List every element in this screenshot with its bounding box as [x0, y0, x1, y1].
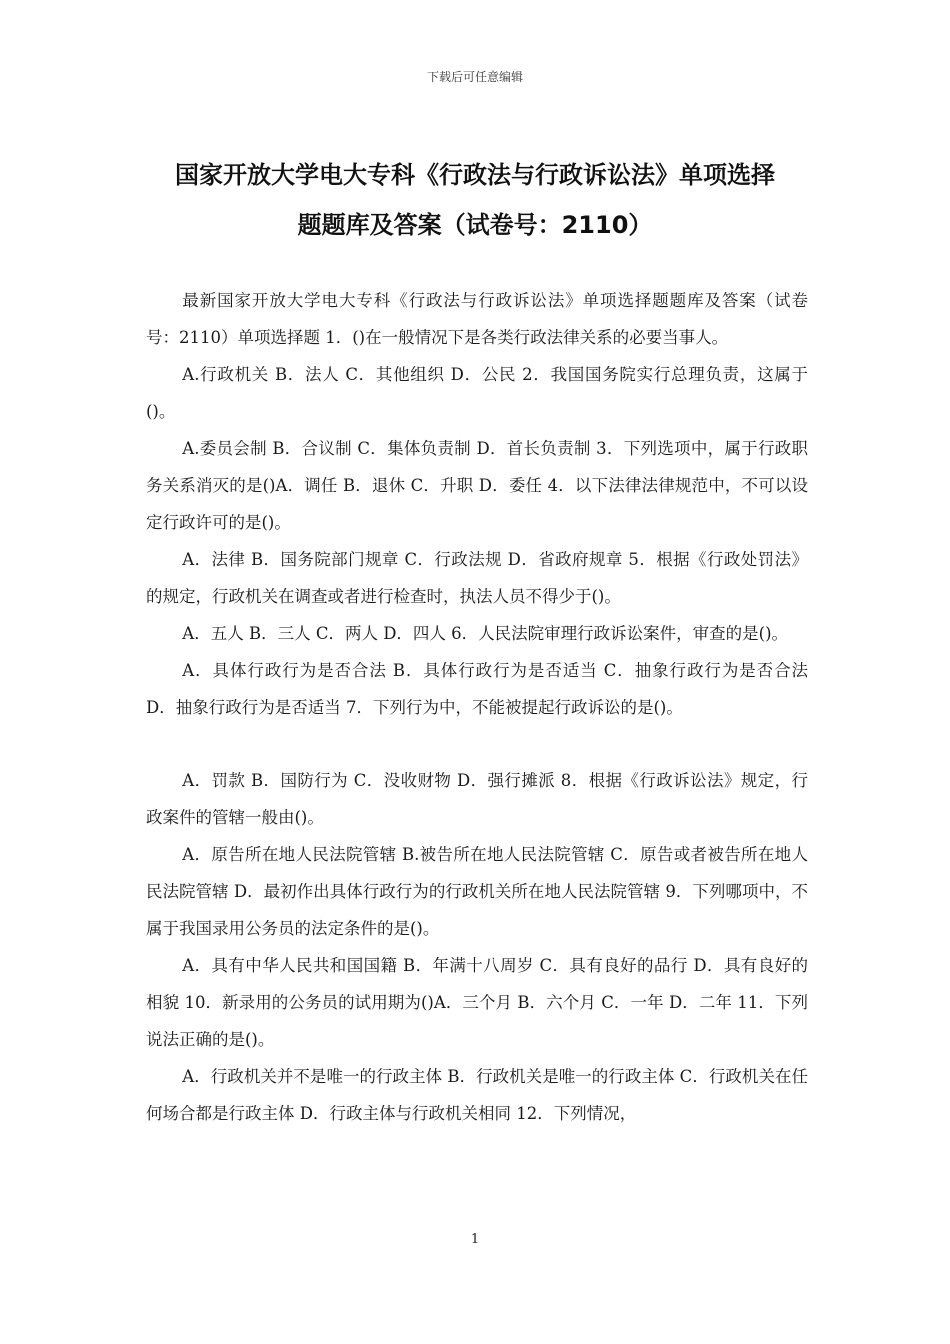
document-body [146, 282, 808, 1132]
title-line-1: 国家开放大学电大专科《行政法与行政诉讼法》单项选择 [175, 161, 775, 189]
paragraph: A．具有中华人民共和国国籍 B．年满十八周岁 C．具有良好的品行 D．具有良好的相貌 10．新录用的公务员的试用期为()A．三个月 B．六个月 C．一年 D．二年 11．下列说法正确的是()。 [146, 956, 808, 1049]
paragraph: A．具体行政行为是否合法 B．具体行政行为是否适当 C．抽象行政行为是否合法 D．抽象行政行为是否适当 7．下列行为中，不能被提起行政诉讼的是()。 [146, 661, 808, 717]
paragraph: A．行政机关并不是唯一的行政主体 B．行政机关是唯一的行政主体 C．行政机关在任何场合都是行政主体 D．行政主体与行政机关相同 12．下列情况， [146, 1067, 808, 1123]
page-header: 下载后可任意编辑 [426, 70, 523, 84]
paragraph: 最新国家开放大学电大专科《行政法与行政诉讼法》单项选择题题库及答案（试卷号：2110）单项选择题 1．()在一般情况下是各类行政法律关系的必要当事人。 [146, 291, 808, 347]
page-number: 1 [470, 1232, 480, 1247]
paragraph: A．原告所在地人民法院管辖 B.被告所在地人民法院管辖 C．原告或者被告所在地人民法院管辖 D．最初作出具体行政行为的行政机关所在地人民法院管辖 9．下列哪项中，不属于我国录用公务员的法定条件的是()。 [146, 845, 808, 938]
document-title [100, 150, 850, 250]
paragraph: A．罚款 B．国防行为 C．没收财物 D．强行摊派 8．根据《行政诉讼法》规定，行政案件的管辖一般由()。 [146, 771, 808, 827]
paragraph: A．法律 B．国务院部门规章 C．行政法规 D．省政府规章 5．根据《行政处罚法》的规定，行政机关在调查或者进行检查时，执法人员不得少于()。 [146, 550, 808, 606]
title-line-2: 题题库及答案（试卷号：2110） [297, 211, 653, 239]
paragraph: A．五人 B．三人 C．两人 D．四人 6．人民法院审理行政诉讼案件，审查的是()。 [182, 624, 789, 643]
paragraph: A.行政机关 B．法人 C．其他组织 D．公民 2．我国国务院实行总理负责，这属于()。 [146, 365, 808, 421]
paragraph: A.委员会制 B．合议制 C．集体负责制 D．首长负责制 3．下列选项中，属于行政职务关系消灭的是()A．调任 B．退休 C．升职 D．委任 4．以下法律法律规范中，不可以设定行政许可的是()。 [146, 439, 808, 532]
